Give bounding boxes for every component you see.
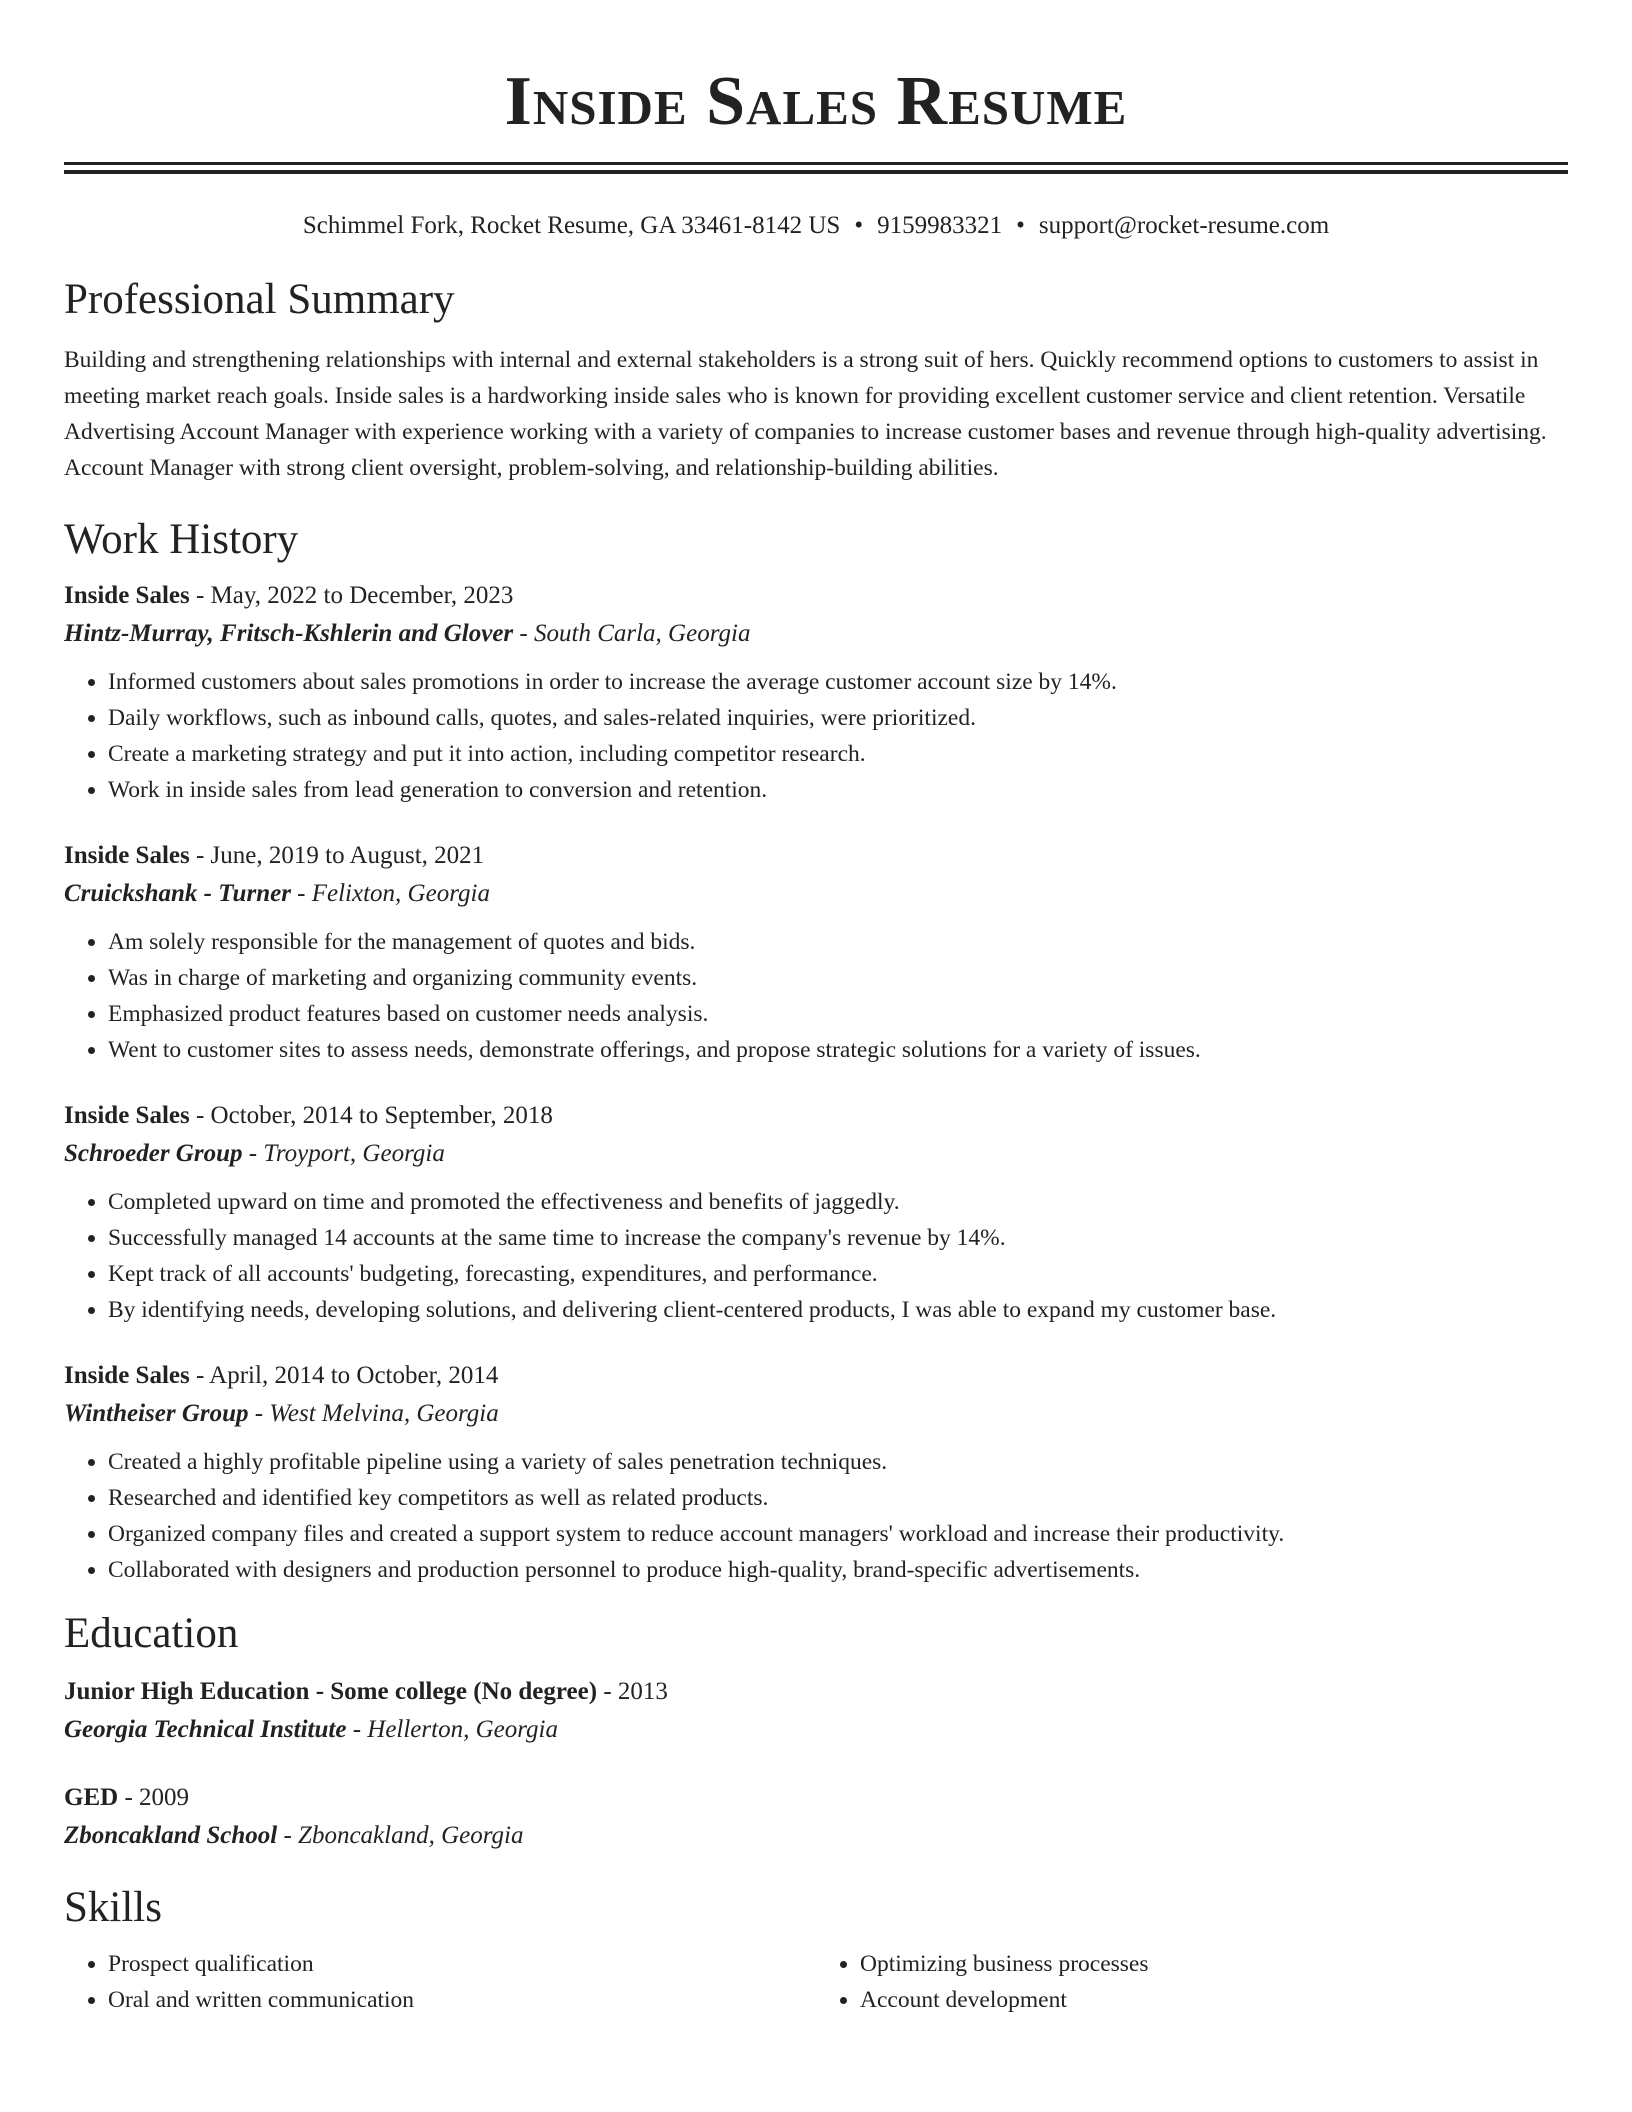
list-item: • Organized company files and created a support system to reduce account managers' workload and increase their productivity. xyxy=(108,1516,1568,1552)
list-item: • Collaborated with designers and production personnel to produce high-quality, brand-specific advertisements. xyxy=(108,1552,1568,1588)
job-title: Inside Sales xyxy=(64,1102,190,1129)
education-entry xyxy=(64,1674,1568,1750)
job-title: Inside Sales xyxy=(64,1362,190,1389)
job-dates: - April, 2014 to October, 2014 xyxy=(189,1362,499,1389)
school-name: Zboncakland School xyxy=(64,1822,278,1849)
job-title: Inside Sales xyxy=(64,842,190,869)
contact-address: Schimmel Fork, Rocket Resume, GA 33461-8142 US xyxy=(302,212,841,239)
job-company-line xyxy=(64,1394,1568,1434)
job-bullets xyxy=(64,664,1568,808)
degree-line xyxy=(64,1674,1568,1710)
degree-year: - 2009 xyxy=(118,1784,190,1811)
summary-heading: Professional Summary xyxy=(64,276,455,323)
list-item: • Went to customer sites to assess needs, demonstrate offerings, and propose strategic solutions for a variety of issues. xyxy=(108,1032,1568,1068)
degree-year: - 2013 xyxy=(597,1678,668,1705)
job-title-line xyxy=(64,838,1568,874)
job-location: - South Carla, Georgia xyxy=(513,620,751,647)
list-item: • Informed customers about sales promotions in order to increase the average customer account size by 14%. xyxy=(108,664,1568,700)
degree: GED xyxy=(64,1784,119,1811)
job-company: Schroeder Group xyxy=(64,1140,243,1167)
skills-column-right xyxy=(816,1946,1568,2018)
job-entry xyxy=(64,838,1568,1068)
contact-phone: 9159983321 xyxy=(877,212,1003,239)
job-dates: - May, 2022 to December, 2023 xyxy=(189,582,514,609)
school-location: - Hellerton, Georgia xyxy=(346,1716,558,1743)
job-title-line xyxy=(64,578,1568,614)
list-item: • Completed upward on time and promoted the effectiveness and benefits of jaggedly. xyxy=(108,1184,1568,1220)
school-name: Georgia Technical Institute xyxy=(64,1716,347,1743)
job-company: Cruickshank - Turner xyxy=(64,880,291,907)
job-title: Inside Sales xyxy=(64,582,190,609)
school-line xyxy=(64,1816,1568,1856)
list-item: • Create a marketing strategy and put it into action, including competitor research. xyxy=(108,736,1568,772)
job-location: - West Melvina, Georgia xyxy=(248,1400,499,1427)
job-entry xyxy=(64,1098,1568,1328)
job-company-line xyxy=(64,614,1568,654)
job-company: Hintz-Murray, Fritsch-Kshlerin and Glover xyxy=(64,620,514,647)
job-bullets xyxy=(64,1184,1568,1328)
degree: Junior High Education - Some college (No degree) xyxy=(64,1678,598,1705)
education-heading: Education xyxy=(64,1610,239,1657)
job-company-line xyxy=(64,874,1568,914)
contact-separator: • xyxy=(854,212,864,239)
summary-text: Building and strengthening relationships with internal and external stakeholders is a strong suit of hers. Quickly recommend options to customers to assist in meeting market reach goals. Inside sales is a hardworking inside sales who is known for providing excellent customer service and client retention. Versatile Advertising Account Manager with experience working with a variety of companies to increase customer bases and revenue through high-quality advertising. Account Manager with strong client oversight, problem-solving, and relationship-building abilities. xyxy=(64,347,1547,481)
job-location: - Felixton, Georgia xyxy=(290,880,490,907)
list-item: • Daily workflows, such as inbound calls, quotes, and sales-related inquiries, were prioritized. xyxy=(108,700,1568,736)
job-title-line xyxy=(64,1358,1568,1394)
contact-line xyxy=(64,210,1568,242)
skills-heading: Skills xyxy=(64,1884,162,1931)
job-bullets xyxy=(64,924,1568,1068)
list-item: • Created a highly profitable pipeline using a variety of sales penetration techniques. xyxy=(108,1444,1568,1480)
job-dates: - October, 2014 to September, 2018 xyxy=(189,1102,553,1129)
title-divider xyxy=(64,162,1568,174)
job-location: - Troyport, Georgia xyxy=(242,1140,445,1167)
job-company-line xyxy=(64,1134,1568,1174)
list-item: • Researched and identified key competitors as well as related products. xyxy=(108,1480,1568,1516)
school-line xyxy=(64,1710,1568,1750)
contact-separator: • xyxy=(1016,212,1025,239)
job-dates: - June, 2019 to August, 2021 xyxy=(189,842,485,869)
job-title-line xyxy=(64,1098,1568,1134)
job-bullets xyxy=(64,1444,1568,1588)
education-entry xyxy=(64,1780,1568,1856)
skill-item: • Prospect qualification xyxy=(108,1946,816,1982)
school-location: - Zboncakland, Georgia xyxy=(277,1822,524,1849)
job-entry xyxy=(64,1358,1568,1588)
list-item: • Work in inside sales from lead generation to conversion and retention. xyxy=(108,772,1568,808)
degree-line xyxy=(64,1780,1568,1816)
skills-list xyxy=(64,1946,1568,2018)
skill-item: • Optimizing business processes xyxy=(860,1946,1568,1982)
work-history-heading: Work History xyxy=(64,516,299,563)
skills-column-left xyxy=(64,1946,816,2018)
list-item: • Successfully managed 14 accounts at the same time to increase the company's revenue by 14%. xyxy=(108,1220,1568,1256)
page-title: Inside Sales Resume xyxy=(504,63,1128,140)
contact-email: support@rocket-resume.com xyxy=(1038,212,1330,239)
list-item: • Emphasized product features based on customer needs analysis. xyxy=(108,996,1568,1032)
list-item: • By identifying needs, developing solutions, and delivering client-centered products, I was able to expand my customer base. xyxy=(108,1292,1568,1328)
job-company: Wintheiser Group xyxy=(64,1400,249,1427)
list-item: • Was in charge of marketing and organizing community events. xyxy=(108,960,1568,996)
skill-item: • Oral and written communication xyxy=(108,1982,816,2018)
list-item: • Am solely responsible for the management of quotes and bids. xyxy=(108,924,1568,960)
skill-item: • Account development xyxy=(860,1982,1568,2018)
job-entry xyxy=(64,578,1568,808)
list-item: • Kept track of all accounts' budgeting, forecasting, expenditures, and performance. xyxy=(108,1256,1568,1292)
